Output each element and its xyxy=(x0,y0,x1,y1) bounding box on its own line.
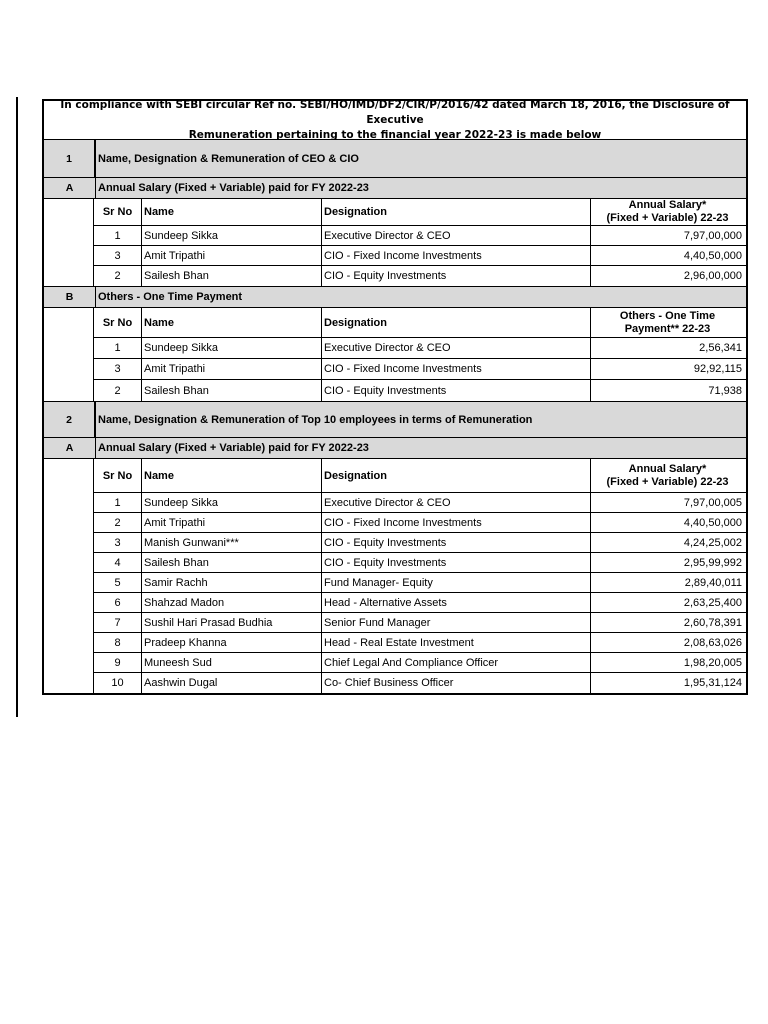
header-amount-line-1: Others - One Time xyxy=(619,309,716,322)
table-row xyxy=(94,226,746,246)
amount-cell: 2,63,25,400 xyxy=(683,596,742,609)
intro-line-1: In compliance with SEBI circular Ref no. SEBI/HO/IMD/DF2/CIR/P/2016/42 dated March 18, 2016, the Disclosure of Executive xyxy=(60,98,730,126)
designation-cell: Head - Real Estate Investment xyxy=(322,633,591,652)
header-amount-line-2: (Fixed + Variable) 22-23 xyxy=(606,475,729,488)
designation-cell: Executive Director & CEO xyxy=(322,493,591,512)
sr-no-cell: 2 xyxy=(94,380,142,401)
intro-text xyxy=(44,98,746,141)
name-cell: Sundeep Sikka xyxy=(142,226,322,245)
remuneration-disclosure-table xyxy=(42,99,748,695)
designation-cell: CIO - Fixed Income Investments xyxy=(322,246,591,265)
designation-cell: Fund Manager- Equity xyxy=(322,573,591,592)
designation-cell: CIO - Fixed Income Investments xyxy=(322,513,591,532)
designation-cell: CIO - Equity Investments xyxy=(322,533,591,552)
designation-cell: Senior Fund Manager xyxy=(322,613,591,632)
designation-cell: Executive Director & CEO xyxy=(322,226,591,245)
amount-cell: 7,97,00,005 xyxy=(683,496,742,509)
subsection-title: Others - One Time Payment xyxy=(98,291,243,303)
amount-cell: 7,97,00,000 xyxy=(683,229,742,242)
amount-cell: 2,96,00,000 xyxy=(683,270,742,282)
table-row xyxy=(94,513,746,533)
amount-cell: 2,56,341 xyxy=(699,342,742,354)
table-header-row xyxy=(94,308,746,338)
sr-no-cell: 8 xyxy=(94,633,142,652)
table-row xyxy=(94,533,746,553)
amount-cell: 2,89,40,011 xyxy=(684,576,742,589)
subsection-letter: A xyxy=(44,178,96,198)
section-1a-table xyxy=(42,199,748,287)
section-1-header xyxy=(42,140,748,178)
subsection-letter: B xyxy=(44,287,96,307)
section-2a-table xyxy=(42,459,748,695)
amount-cell: 2,08,63,026 xyxy=(683,636,742,649)
header-sr-no: Sr No xyxy=(94,199,142,225)
section-number: 2 xyxy=(44,402,96,437)
header-name: Name xyxy=(142,199,322,225)
name-cell: Manish Gunwani*** xyxy=(142,533,322,552)
name-cell: Sailesh Bhan xyxy=(142,553,322,572)
table-row xyxy=(94,653,746,673)
header-amount-line-1: Annual Salary* xyxy=(628,462,707,475)
header-sr-no: Sr No xyxy=(94,308,142,337)
header-amount-line-2: (Fixed + Variable) 22-23 xyxy=(606,212,729,224)
header-designation: Designation xyxy=(322,459,591,492)
table-row xyxy=(94,246,746,266)
subsection-title: Annual Salary (Fixed + Variable) paid for FY 2022-23 xyxy=(98,182,369,194)
designation-cell: CIO - Equity Investments xyxy=(322,553,591,572)
amount-cell: 1,98,20,005 xyxy=(683,656,742,669)
amount-cell: 4,24,25,002 xyxy=(683,536,742,549)
table-row xyxy=(94,593,746,613)
designation-cell: CIO - Equity Investments xyxy=(322,266,591,286)
table-row xyxy=(94,359,746,380)
header-designation: Designation xyxy=(322,308,591,337)
amount-cell: 1,95,31,124 xyxy=(683,677,742,689)
sr-no-cell: 2 xyxy=(94,266,142,286)
section-1b-table xyxy=(42,308,748,402)
header-sr-no: Sr No xyxy=(94,459,142,492)
name-cell: Sundeep Sikka xyxy=(142,493,322,512)
amount-cell: 71,938 xyxy=(708,384,742,397)
table-row xyxy=(94,493,746,513)
header-amount-line-1: Annual Salary* xyxy=(628,199,707,211)
section-1b-header xyxy=(42,287,748,308)
sr-no-cell: 7 xyxy=(94,613,142,632)
designation-cell: CIO - Equity Investments xyxy=(322,380,591,401)
header-amount xyxy=(591,459,746,492)
intro-line-2: Remuneration pertaining to the financial year 2022-23 is made below xyxy=(188,128,602,141)
name-cell: Samir Rachh xyxy=(142,573,322,592)
name-cell: Aashwin Dugal xyxy=(142,673,322,693)
subsection-title: Annual Salary (Fixed + Variable) paid for FY 2022-23 xyxy=(98,442,369,454)
amount-cell: 2,95,99,992 xyxy=(683,556,742,569)
sr-no-cell: 3 xyxy=(94,359,142,379)
sr-no-cell: 1 xyxy=(94,226,142,245)
table-row xyxy=(94,266,746,286)
section-number: 1 xyxy=(44,140,96,177)
name-cell: Sailesh Bhan xyxy=(142,266,322,286)
designation-cell: Executive Director & CEO xyxy=(322,338,591,358)
name-cell: Muneesh Sud xyxy=(142,653,322,672)
table-row xyxy=(94,573,746,593)
designation-cell: Chief Legal And Compliance Officer xyxy=(322,653,591,672)
header-designation: Designation xyxy=(322,199,591,225)
amount-cell: 2,60,78,391 xyxy=(683,616,742,629)
table-row xyxy=(94,553,746,573)
sr-no-cell: 6 xyxy=(94,593,142,612)
sr-no-cell: 3 xyxy=(94,533,142,552)
sr-no-cell: 9 xyxy=(94,653,142,672)
sr-no-cell: 5 xyxy=(94,573,142,592)
sr-no-cell: 2 xyxy=(94,513,142,532)
table-row xyxy=(94,338,746,359)
section-1a-header xyxy=(42,178,748,199)
amount-cell: 4,40,50,000 xyxy=(683,516,742,529)
subsection-letter: A xyxy=(44,438,96,458)
sr-no-cell: 1 xyxy=(94,338,142,358)
amount-cell: 4,40,50,000 xyxy=(683,249,742,262)
sr-no-cell: 10 xyxy=(94,673,142,693)
section-title: Name, Designation & Remuneration of Top 10 employees in terms of Remuneration xyxy=(98,413,533,426)
intro-row xyxy=(42,99,748,140)
header-name: Name xyxy=(142,308,322,337)
designation-cell: Co- Chief Business Officer xyxy=(322,673,591,693)
sr-no-cell: 3 xyxy=(94,246,142,265)
header-name: Name xyxy=(142,459,322,492)
name-cell: Amit Tripathi xyxy=(142,359,322,379)
section-2a-header xyxy=(42,438,748,459)
table-header-row xyxy=(94,199,746,226)
header-amount-line-2: Payment** 22-23 xyxy=(624,322,711,335)
table-row xyxy=(94,633,746,653)
left-margin-line xyxy=(16,97,18,717)
amount-cell: 92,92,115 xyxy=(693,363,742,375)
name-cell: Amit Tripathi xyxy=(142,246,322,265)
table-row xyxy=(94,613,746,633)
designation-cell: CIO - Fixed Income Investments xyxy=(322,359,591,379)
header-amount xyxy=(591,199,746,225)
name-cell: Amit Tripathi xyxy=(142,513,322,532)
table-row xyxy=(94,673,746,693)
section-2-header xyxy=(42,402,748,438)
name-cell: Sushil Hari Prasad Budhia xyxy=(142,613,322,632)
sr-no-cell: 4 xyxy=(94,553,142,572)
section-title: Name, Designation & Remuneration of CEO & CIO xyxy=(98,152,359,165)
sr-no-cell: 1 xyxy=(94,493,142,512)
table-row xyxy=(94,380,746,401)
name-cell: Pradeep Khanna xyxy=(142,633,322,652)
name-cell: Sailesh Bhan xyxy=(142,380,322,401)
name-cell: Sundeep Sikka xyxy=(142,338,322,358)
designation-cell: Head - Alternative Assets xyxy=(322,593,591,612)
header-amount xyxy=(591,308,746,337)
name-cell: Shahzad Madon xyxy=(142,593,322,612)
table-header-row xyxy=(94,459,746,493)
